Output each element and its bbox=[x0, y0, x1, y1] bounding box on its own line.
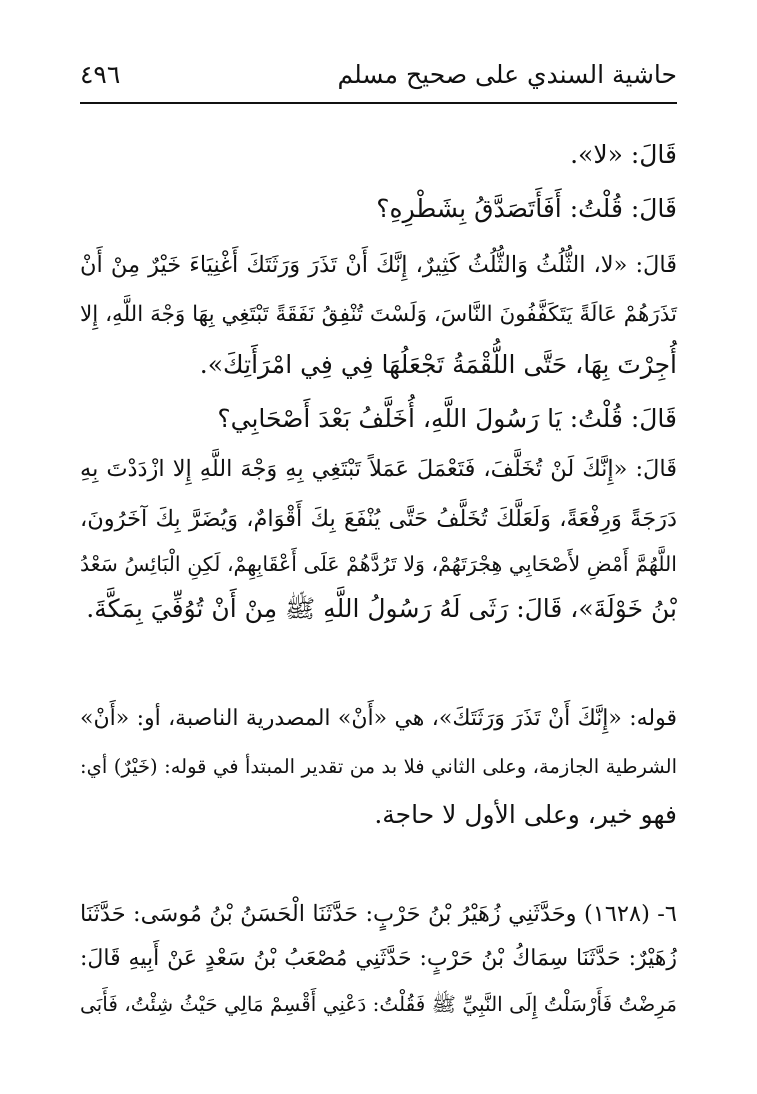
header-rule bbox=[80, 102, 677, 104]
next-hadith-line-2: زُهَيْرٌ: حَدَّثَنَا سِمَاكُ بْنُ حَرْبٍ: حَدَّثَنِي مُصْعَبُ بْنُ سَعْدٍ عَنْ أَبِيهِ قَالَ: bbox=[80, 946, 677, 971]
hadith-line-9: اللَّهُمَّ أَمْضِ لأَصْحَابِي هِجْرَتَهُمْ، وَلا تَرُدَّهُمْ عَلَى أَعْقَابِهِمْ، لَكِنِ الْبَائِسُ سَعْدُ bbox=[80, 552, 677, 576]
commentary-line-1: قوله: «إِنَّكَ أَنْ تَذَرَ وَرَثَتَكَ»، هي «أَنْ» المصدرية الناصبة، أو: «أَنْ» bbox=[80, 706, 677, 731]
next-hadith-line-1: ٦- (١٦٢٨) وحَدَّثَنِي زُهَيْرُ بْنُ حَرْبٍ: حَدَّثَنَا الْحَسَنُ بْنُ مُوسَى: حَدَّثَنَا bbox=[80, 901, 677, 927]
hadith-line-4: تَذَرَهُمْ عَالَةً يَتَكَفَّفُونَ النَّاسَ، وَلَسْتَ تُنْفِقُ نَفَقَةً تَبْتَغِي بِهَا وَجْهَ اللَّهِ، إِلا bbox=[80, 302, 677, 327]
hadith-line-7: قَالَ: «إِنَّكَ لَنْ تُخَلَّفَ، فَتَعْمَلَ عَمَلاً تَبْتَغِي بِهِ وَجْهَ اللَّهِ إِلا ازْدَدْتَ بِهِ bbox=[80, 456, 677, 482]
hadith-line-3: قَالَ: «لا، الثُّلُثُ وَالثُّلُثُ كَثِيرٌ، إِنَّكَ أَنْ تَذَرَ وَرَثَتَكَ أَغْنِيَاءَ خَيْرٌ مِنْ أَنْ bbox=[80, 252, 677, 278]
page-number: ٤٩٦ bbox=[80, 60, 121, 89]
hadith-line-10: بْنُ خَوْلَةَ»، قَالَ: رَثَى لَهُ رَسُولُ اللَّهِ ﷺ مِنْ أَنْ تُوُفِّيَ بِمَكَّةَ. bbox=[86, 594, 677, 623]
hadith-line-6: قَالَ: قُلْتُ: يَا رَسُولَ اللَّهِ، أُخَلَّفُ بَعْدَ أَصْحَابِي؟ bbox=[217, 404, 677, 433]
next-hadith-line-3: مَرِضْتُ فَأَرْسَلْتُ إِلَى النَّبِيِّ ﷺ فَقُلْتُ: دَعْنِي أَقْسِمْ مَالِي حَيْثُ شِئْتُ، فَأَبَى bbox=[80, 992, 677, 1016]
commentary-line-2: الشرطية الجازمة، وعلى الثاني فلا بد من تقدير المبتدأ في قوله: (خَيْرٌ) أي: bbox=[80, 755, 677, 778]
commentary-line-3: فهو خير، وعلى الأول لا حاجة. bbox=[374, 800, 677, 829]
hadith-line-1: قَالَ: «لا». bbox=[570, 140, 677, 169]
hadith-line-2: قَالَ: قُلْتُ: أَفَأَتَصَدَّقُ بِشَطْرِهِ؟ bbox=[376, 194, 677, 223]
hadith-line-5: أُجِرْتَ بِهَا، حَتَّى اللُّقْمَةُ تَجْعَلُهَا فِي فِي امْرَأَتِكَ». bbox=[199, 350, 677, 379]
hadith-line-8: دَرَجَةً وَرِفْعَةً، وَلَعَلَّكَ تُخَلَّفُ حَتَّى يُنْفَعَ بِكَ أَقْوَامٌ، وَيُضَرَّ بِكَ آخَرُونَ، bbox=[80, 506, 677, 532]
running-header bbox=[80, 56, 677, 100]
header-title: حاشية السندي على صحيح مسلم bbox=[337, 60, 677, 89]
